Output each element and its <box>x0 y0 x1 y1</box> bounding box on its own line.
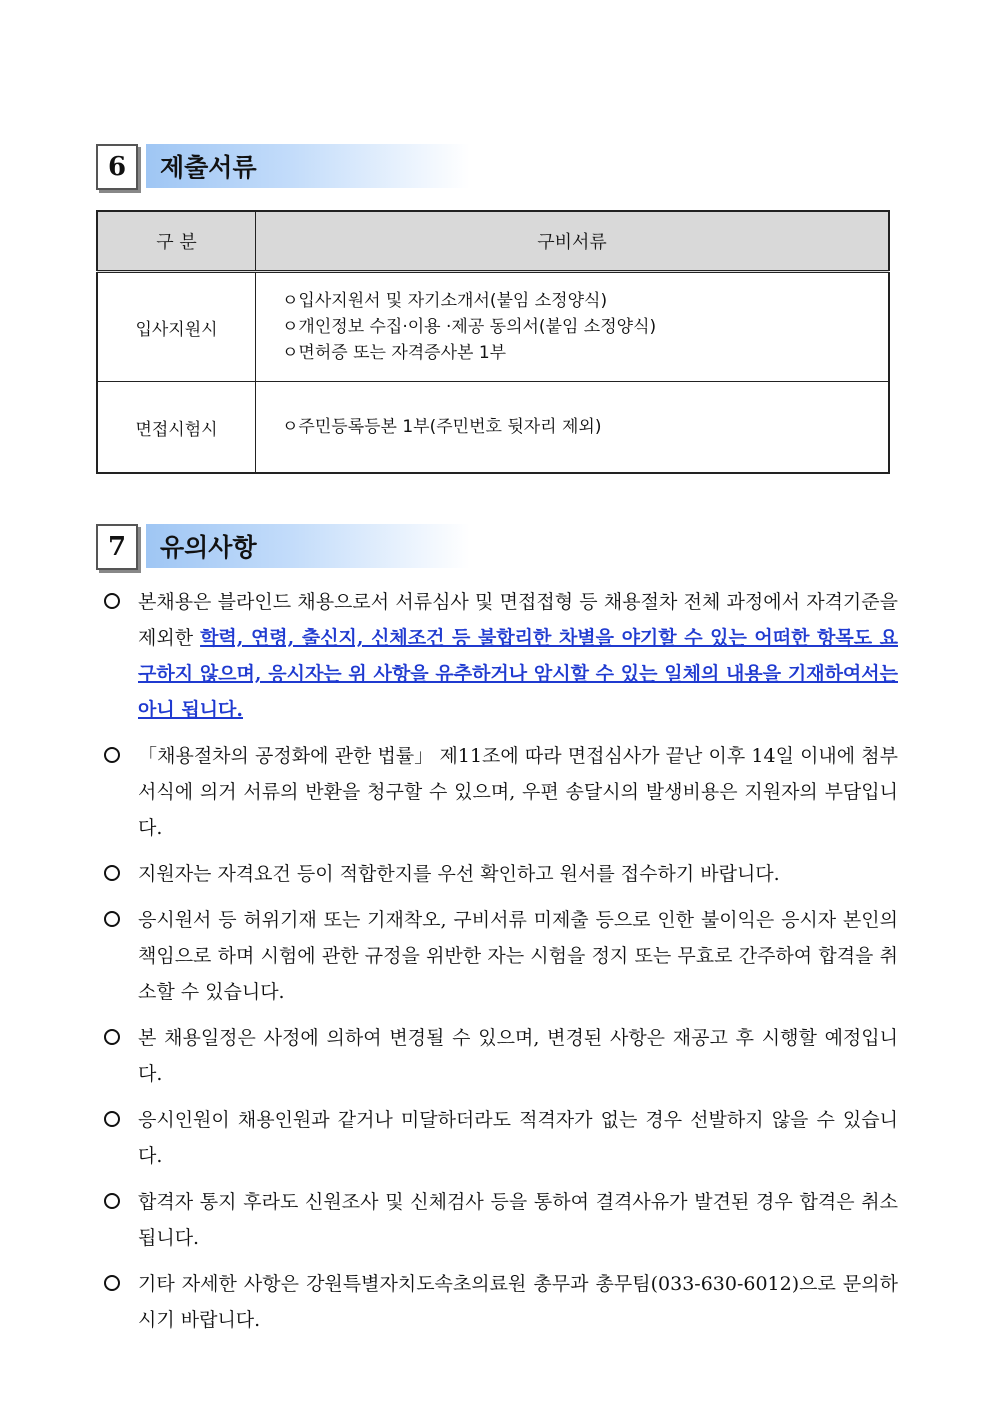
table-row <box>97 272 889 382</box>
note-text: 지원자는 자격요건 등이 적합한지를 우선 확인하고 원서를 접수하기 바랍니다. <box>138 863 780 885</box>
table-header-row <box>97 211 889 272</box>
note-text: 합격자 통지 후라도 신원조사 및 신체검사 등을 통하여 결격사유가 발견된 경우 합격은 취소됩니다. <box>138 1191 898 1249</box>
circle-bullet-icon <box>104 865 120 881</box>
doc-item: ㅇ입사지원서 및 자기소개서(붙임 소정양식) <box>282 291 608 311</box>
circle-bullet-icon <box>104 747 120 763</box>
circle-bullet-icon <box>104 1193 120 1209</box>
section-6-number: 6 <box>96 144 138 190</box>
row-items <box>256 272 890 382</box>
circle-bullet-icon <box>104 593 120 609</box>
note-text: 본채용은 블라인드 채용으로서 서류심사 및 면접접형 등 채용절차 전체 과정에서 자격기준을 제외한 <box>138 591 898 649</box>
note-item <box>104 1266 898 1338</box>
note-item <box>104 856 898 892</box>
note-item <box>104 902 898 1010</box>
section-6-title: 제출서류 <box>146 144 470 188</box>
note-item <box>104 738 898 846</box>
section-7-header <box>96 524 496 570</box>
note-text: 「채용절차의 공정화에 관한 법률」 제11조에 따라 면접심사가 끝난 이후 14일 이내에 첨부서식에 의거 서류의 반환을 청구할 수 있으며, 우편 송달시의 발생비용은 지원자의 부담입니다. <box>138 745 898 839</box>
doc-item: ㅇ개인정보 수집·이용 ·제공 동의서(붙임 소정양식) <box>282 317 657 337</box>
doc-item: ㅇ주민등록등본 1부(주민번호 뒷자리 제외) <box>282 417 602 437</box>
section-7-title: 유의사항 <box>146 524 470 568</box>
header-docs: 구비서류 <box>256 211 890 272</box>
note-text: 기타 자세한 사항은 강원특별자치도속초의료원 총무과 총무팀(033-630-6012)으로 문의하시기 바랍니다. <box>138 1273 898 1331</box>
note-highlight: 학력, 연령, 출신지, 신체조건 등 불합리한 차별을 야기할 수 있는 어떠한 항목도 요구하지 않으며, 응시자는 위 사항을 유추하거나 암시할 수 있는 일체의 내용을 기재하여서는 아니 됩니다. <box>138 627 898 721</box>
doc-item: ㅇ면허증 또는 자격증사본 1부 <box>282 343 507 363</box>
note-item <box>104 584 898 728</box>
row-category: 입사지원시 <box>97 272 256 382</box>
section-7-number: 7 <box>96 524 138 570</box>
note-text: 응시원서 등 허위기재 또는 기재착오, 구비서류 미제출 등으로 인한 불이익은 응시자 본인의 책임으로 하며 시험에 관한 규정을 위반한 자는 시험을 정지 또는 무효로 간주하여 합격을 취소할 수 있습니다. <box>138 909 898 1003</box>
note-text: 응시인원이 채용인원과 같거나 미달하더라도 적격자가 없는 경우 선발하지 않을 수 있습니다. <box>138 1109 898 1167</box>
note-text: 본 채용일정은 사정에 의하여 변경될 수 있으며, 변경된 사항은 재공고 후 시행할 예정입니다. <box>138 1027 898 1085</box>
note-item <box>104 1020 898 1092</box>
section-6-header <box>96 144 496 190</box>
note-item <box>104 1184 898 1256</box>
table-row <box>97 382 889 474</box>
circle-bullet-icon <box>104 1275 120 1291</box>
row-category: 면접시험시 <box>97 382 256 474</box>
circle-bullet-icon <box>104 1111 120 1127</box>
submission-documents-table <box>96 210 890 474</box>
header-category: 구 분 <box>97 211 256 272</box>
row-items <box>256 382 890 474</box>
notes-list <box>104 584 898 1348</box>
note-item <box>104 1102 898 1174</box>
circle-bullet-icon <box>104 1029 120 1045</box>
circle-bullet-icon <box>104 911 120 927</box>
